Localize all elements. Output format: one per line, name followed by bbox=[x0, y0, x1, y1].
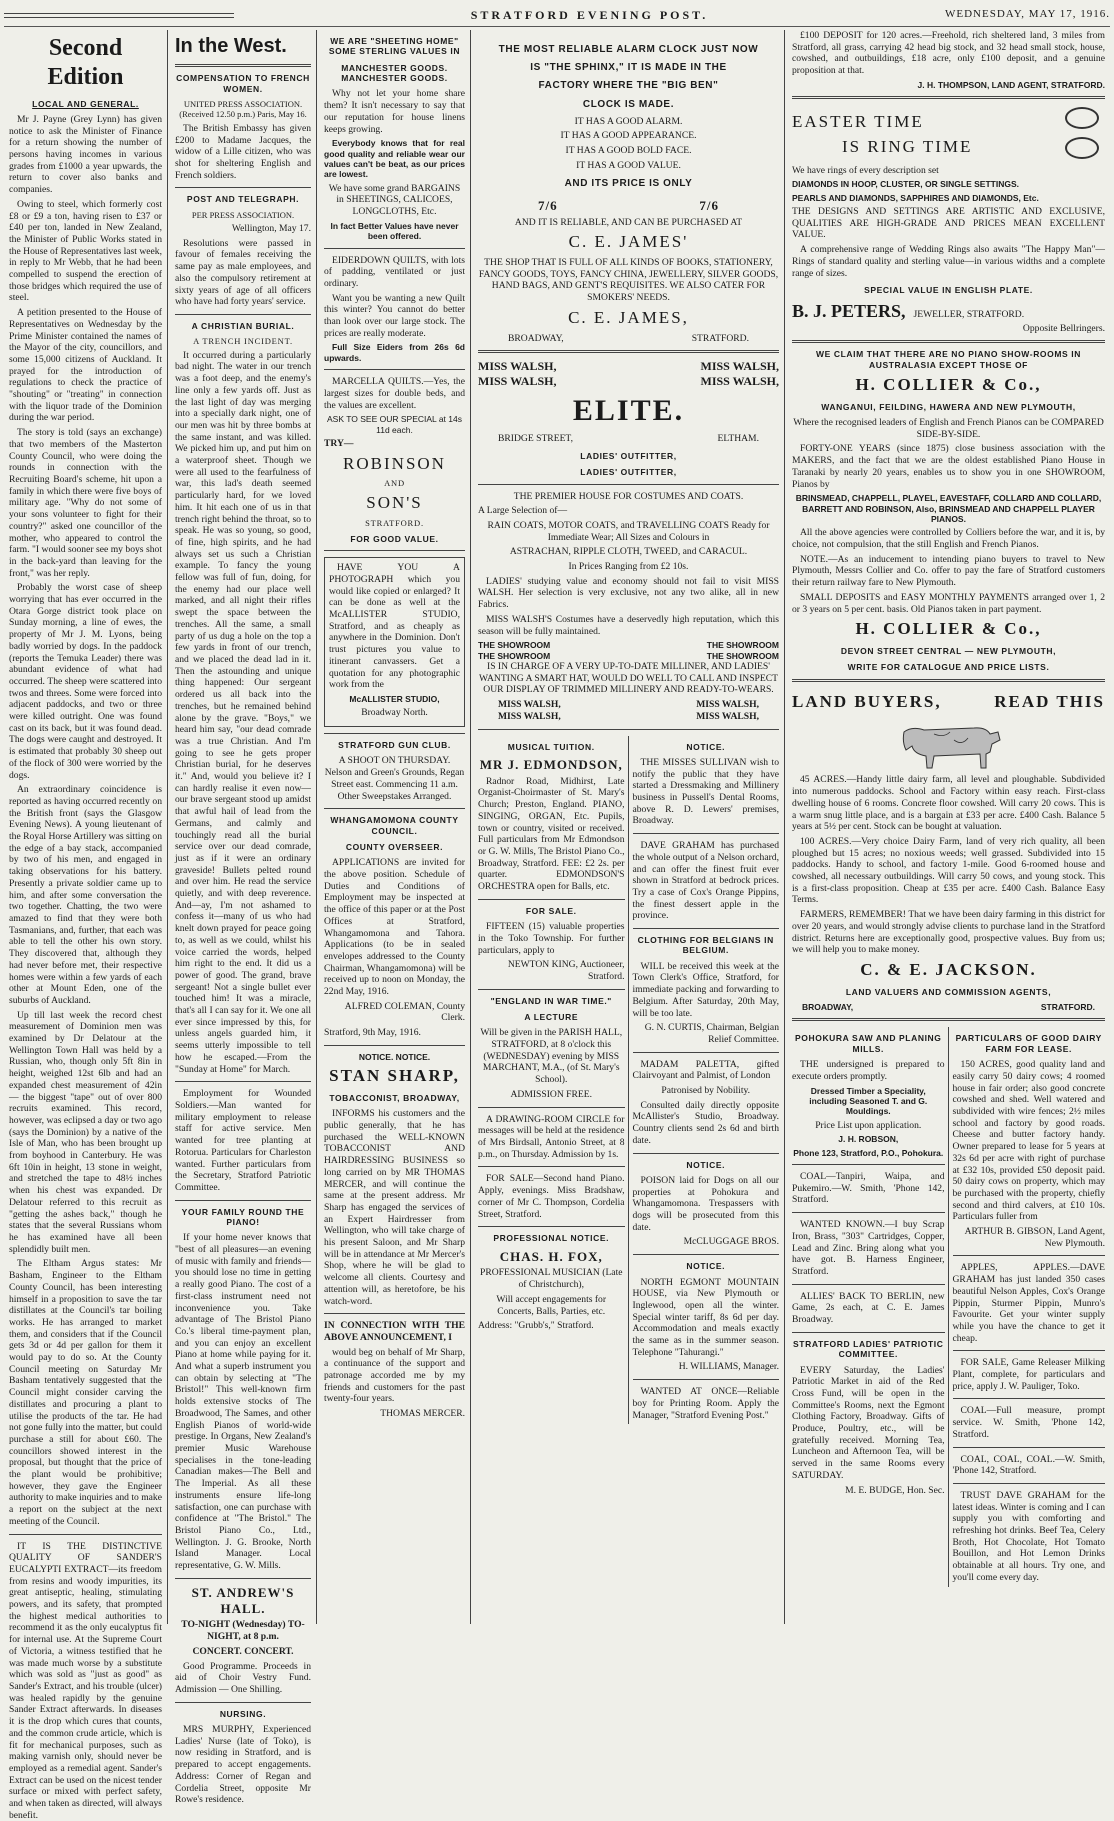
divider bbox=[478, 1226, 625, 1227]
alarm-line: THE MOST RELIABLE ALARM CLOCK JUST NOW bbox=[498, 44, 759, 55]
nursing-heading: NURSING. bbox=[219, 1708, 267, 1719]
concert: CONCERT. CONCERT. bbox=[192, 1645, 294, 1657]
mccluggage-sign: McCLUGGAGE BROS. bbox=[683, 1236, 779, 1248]
allies-text: ALLIES' BACK TO BERLIN, new Game, 2s each, at C. E. James Broadway. bbox=[792, 1290, 945, 1326]
pohokura-heading: POHOKURA SAW AND PLANING MILLS. bbox=[795, 1033, 942, 1054]
column-adverts-a bbox=[319, 30, 471, 1624]
astrachan-text: ASTRACHAN, RIPPLE CLOTH, TWEED, and CARACUL. bbox=[509, 546, 748, 558]
good-value: FOR GOOD VALUE. bbox=[350, 533, 439, 544]
claim-text: WE CLAIM THAT THERE ARE NO PIANO SHOW-ROOMS IN AUSTRALASIA EXCEPT THOSE OF bbox=[816, 349, 1081, 370]
thompson-sign: J. H. THOMPSON, LAND AGENT, STRATFORD. bbox=[917, 79, 1105, 90]
french-body: The British Embassy has given £200 to Madame Jacques, the widow of a Lille citizen, who was shot for sheltering English and French soldiers. bbox=[175, 122, 311, 181]
burial-sub: A TRENCH INCIDENT. bbox=[193, 336, 293, 347]
peters-name: B. J. PETERS, bbox=[792, 300, 906, 321]
pearls-text: PEARLS AND DIAMONDS, SAPPHIRES AND DIAMONDS, Etc. bbox=[792, 192, 1039, 203]
column-adverts-b bbox=[473, 30, 785, 1624]
deposits-text: SMALL DEPOSITS and EASY MONTHLY PAYMENTS arranged over 1, 2 or 3 years on 5 per cent. basis. Old Pianos taken in part payment. bbox=[792, 591, 1105, 615]
try-text: TRY— bbox=[324, 437, 354, 449]
purchased-text: AND IT IS RELIABLE, AND CAN BE PURCHASED AT bbox=[514, 216, 743, 228]
masthead-title: STRATFORD EVENING POST. bbox=[470, 7, 709, 22]
showroom-label: THE SHOWROOM bbox=[478, 650, 551, 661]
column-adverts-c bbox=[787, 30, 1110, 1624]
west-title: In the West. bbox=[175, 35, 287, 57]
land-row bbox=[792, 688, 1105, 717]
outfitter: LADIES' OUTFITTER, bbox=[580, 467, 677, 478]
alarm-line: IS "THE SPHINX," IT IS MADE IN THE bbox=[530, 62, 727, 74]
manchester-heading: MANCHESTER GOODS. MANCHESTER GOODS. bbox=[341, 62, 448, 84]
jackson-advert bbox=[792, 688, 1105, 1013]
and-text: AND bbox=[384, 478, 405, 489]
drawing-text: A DRAWING-ROOM CIRCLE for messages will be held at the residence of Mrs Birdsall, Antonio Street, at 8 p.m., on Thursday. Admission by 1s. bbox=[478, 1113, 625, 1160]
divider bbox=[324, 248, 465, 249]
alarm-advert bbox=[478, 34, 779, 344]
divider bbox=[953, 1483, 1106, 1484]
trust-text: TRUST DAVE GRAHAM for the latest ideas. Winter is coming and I can supply you with comforting and refreshing hot drinks. Beef Tea, Celery Broth, Hot Chocolate, Hot Tomato Bouillon, and Hot Lemon Drinks obtainable at all hours. Try one, and you'll come every day. bbox=[952, 1489, 1105, 1583]
post-source: PER PRESS ASSOCIATION. bbox=[191, 209, 295, 220]
studio-address: Broadway North. bbox=[361, 707, 428, 719]
divider bbox=[792, 679, 1105, 682]
price-row bbox=[478, 195, 779, 217]
andrews-sub: TO-NIGHT (Wednesday) TO-NIGHT, at 8 p.m. bbox=[181, 1619, 305, 1643]
showroom-row bbox=[478, 651, 779, 661]
peters-jeweller: JEWELLER, STRATFORD. bbox=[913, 308, 1025, 320]
forsale-milk-text: FOR SALE, Game Releaser Milking Plant, complete, for particulars and price, apply J. W. Pauliger, Toko. bbox=[952, 1357, 1105, 1392]
photo-body: HAVE YOU A PHOTOGRAPH which you would like copied or enlarged? It can be done as well at the McALLISTER STUDIO, Stratford, and as cheaply as anywhere in the Dominion. Don't trust pictures you value to itinerant canvassers. Get a quotation for any photographic work from the bbox=[329, 562, 460, 691]
french-source: UNITED PRESS ASSOCIATION. (Received 12.50 p.m.) Paris, May 16. bbox=[179, 99, 307, 120]
divider bbox=[478, 989, 625, 990]
showroom-label: THE SHOWROOM bbox=[706, 650, 779, 661]
robson-name: J. H. ROBSON, bbox=[838, 1134, 899, 1145]
burial-body: It occurred during a particularly bad night. The water in our trench was a foot deep, and the enemy's line only a few yards off. Just as the last light of day was merging into a specially dark night, one of our men was hit by three bombs at the same instant, and was killed. We picked him up, and put him on a waterproof sheet. Though we were all used to the fearfulness of war, this lad's death seemed particularly hard, for we loved him. It hit each one of us in that trench right behind the throat, so to speak. He was so young, so good, of fine, high spirits, and he had always set us such a Christian example. To fancy the young fellow was full of fun, doing, for the enemy had our place well marked, and all night their rifles swept the space between the trenches. All the same, a small party of us dug a hole on the top a few yards in front of our trench, and we placed the dead lad in it. Then the astounding and unique thing happened: Our sergeant ordered us all back into the trenches, but he remained behind alone by the grave. "Boys," we heard him say, "our dead comrade was a true Christian. And I'm going to see he gets proper Christian burial, for he deserves it." And, would you believe it? I can hardly realise it even now—our brave sergeant stood up amidst that awful hail of lead from the Germans, and calmly and touchingly read all the burial service over our dead comrade, just as if it were an ordinary graveside! Bullets pelted round and over him. He read the service quietly, and with deep reverence. And—ay, I'm not ashamed to confess it—many of us who had knelt down prayed for peace going to, as well as we could, whilst his voice carried the words, helped him right to the end. It did us a power of good. The grand, brave sergeant! Not a single bullet ever touched him! It was a miracle, that's all I can say for it. We one all ever since impressed by this, for unless angels guarded him, it seems utterly impossible to tell how he escaped.—From the "Sunday at Home" for March. bbox=[175, 349, 311, 1075]
collier-name: H. COLLIER & Co., bbox=[855, 374, 1042, 394]
williams-sign: H. WILLIAMS, Manager. bbox=[678, 1361, 779, 1373]
post-body: Resolutions were passed in favour of females receiving the same pay as male employees, and also the compulsory retirement at sixty years of age of all officers who have had forty years' service. bbox=[175, 237, 311, 308]
lecture-heading: A LECTURE bbox=[524, 1012, 579, 1023]
forsale2-text: FOR SALE—Second hand Piano. Apply, evenings. Miss Bradshaw, corner of Mr C. Thompson, Cordelia Street, Stratford. bbox=[478, 1173, 625, 1220]
showroom-label: THE SHOWROOM bbox=[478, 640, 551, 651]
divider bbox=[478, 1107, 625, 1108]
ladies-text: LADIES' studying value and economy should not fail to visit MISS WALSH. Her selection is very exclusive, not any two alike, all in new Fabrics. bbox=[478, 575, 779, 611]
forty-text: FORTY-ONE YEARS (since 1875) close business association with the MAKERS, and the fact that we are the oldest established Piano House in Taranaki by nearly 20 years, enables us to show you in one SHOWROOM, Pianos by bbox=[792, 443, 1105, 490]
alarm-good: IT HAS A GOOD APPEARANCE. bbox=[560, 130, 697, 142]
local-heading: LOCAL AND GENERAL. bbox=[32, 98, 139, 109]
better-values: In fact Better Values have never been offered. bbox=[330, 220, 459, 242]
james-name-2: C. E. JAMES, bbox=[568, 307, 689, 327]
divider bbox=[953, 1350, 1106, 1351]
agencies-text: All the above agencies were controlled by Colliers before the war, and it is, by choice, not compulsion, that the still English and French Pianos. bbox=[792, 527, 1105, 551]
wanted-text: WANTED AT ONCE—Reliable boy for Printing Room. Apply the Manager, "Stratford Evening Post." bbox=[632, 1386, 779, 1421]
clothing-heading: CLOTHING FOR BELGIANS IN BELGIUM. bbox=[637, 935, 774, 956]
divider bbox=[792, 96, 1105, 99]
piano-body: If your home never knows that "best of all pleasures—an evening of music with family and friends—you should lose no time in getting a really good Piano. The cost of a first-class instrument need not inconvenience you. Take advantage of The Bristol Piano Co.'s liberal time-payment plan, and you can enjoy an excellent Piano at home while paying for it. And what a superb instrument you can obtain by selecting at "The Bristol!" This well-known firm holds extensive stocks of The Broadwood, The Sames, and other English Pianos of world-wide prestige. In Organs, New Zealand's premier Music Warehouse specialises in the tone-leading Canadian makes—The Bell and The Imperial. As all these instruments ensure life-long satisfaction, one can purchase with confidence at "The Bristol." The Bristol Piano Co., Ltd., Wellington. J. G. Brooke, North Island Manager. Local representative, G. W. Mills. bbox=[175, 1232, 311, 1572]
robinson-town: STRATFORD. bbox=[365, 517, 424, 528]
valuers-text: LAND VALUERS AND COMMISSION AGENTS, bbox=[845, 986, 1052, 997]
divider bbox=[324, 733, 465, 734]
bellringers-text: Opposite Bellringers. bbox=[1022, 322, 1105, 334]
newspaper-page bbox=[4, 4, 1110, 1821]
prices-text: In Prices Ranging from £2 10s. bbox=[568, 561, 689, 573]
divider bbox=[478, 899, 625, 900]
forsale-heading: FOR SALE. bbox=[525, 905, 577, 916]
clothing-body: WILL be received this week at the Town Clerk's Office, Stratford, for immediate packing and forwarding to Belgium. After Saturday, 20th May, will be too late. bbox=[632, 960, 779, 1019]
news-item: An extraordinary coincidence is reported as having occurred recently on the British front (says the Glasgow Evening News). A young lieutenant of the Royal Horse Artillery was sitting on the edge of a bay stack, accompanied by two of his men, and engaged in taking observations for his battery. Presently a private soldier came up to him, and after some conversation the two together. Chatting, the two were amazed to find that they were both Tasmanians, and, further, that each was able to tell the other his own story. They discovered that, although they had never before met, their respective homes were within a few yards of each other at Mount Eden, one of the suburbs of Auckland. bbox=[9, 784, 162, 1006]
england-heading: "ENGLAND IN WAR TIME." bbox=[490, 995, 612, 1006]
walsh-name: MISS WALSH, bbox=[478, 373, 557, 388]
collier-advert bbox=[792, 349, 1105, 672]
rings-intro: We have rings of every description set bbox=[792, 164, 939, 176]
phone-text: Phone 123, Stratford, P.O., Pohokura. bbox=[793, 1147, 944, 1158]
masthead bbox=[4, 4, 1110, 27]
pricelist-text: Price List upon application. bbox=[815, 1119, 922, 1131]
elite-address bbox=[478, 433, 779, 445]
fox-title: PROFESSIONAL MUSICIAN (Late of Christchurch), bbox=[480, 1267, 623, 1291]
walsh-advert bbox=[478, 359, 779, 722]
rings-illustration bbox=[1059, 105, 1105, 164]
newton-king: NEWTON KING, Auctioneer, Stratford. bbox=[507, 959, 625, 982]
price-left: 7/6 bbox=[538, 197, 558, 213]
coats-text: RAIN COATS, MOTOR COATS, and TRAVELLING COATS Ready for Immediate Wear; All Sizes and Colours in bbox=[487, 519, 770, 543]
sizes-text: Full Size Eiders from 26s 6d upwards. bbox=[324, 342, 465, 363]
edition-title: Second Edition bbox=[47, 35, 124, 91]
divider bbox=[633, 833, 780, 834]
want-quilt: Want you be wanting a new Quilt this winter? You cannot do better than look over our large stock. The prices are really moderate. bbox=[324, 292, 465, 339]
easter-titles bbox=[792, 108, 972, 161]
news-item: A petition presented to the House of Representatives on Wednesday by the Prime Minister contained the names of the Mayor of the city, councillors, and some 15,000 citizens of Auckland. It prayed for the introduction of regulations to check the practice of "shouting" or "treating" in connection with the liquor trade of the Dominion during the war period. bbox=[9, 307, 162, 424]
walsh-name: MISS WALSH, bbox=[696, 699, 759, 711]
read-title: READ THIS bbox=[994, 691, 1105, 711]
sheeting-heading: WE ARE "SHEETING HOME" SOME STERLING VALUES IN bbox=[328, 36, 461, 57]
news-item: Owing to steel, which formerly cost £8 or £9 a ton, having risen to £37 or £40 per ton, landed in New Zealand, the Minister of Public Works stated in the House of Representatives last week, in reply to Mr Webb, that he had been compelled to suspend the erection of those bridges which required the use of steel. bbox=[9, 198, 162, 304]
whanga-sign: ALFRED COLEMAN, County Clerk. bbox=[344, 1000, 465, 1024]
divider bbox=[792, 1332, 945, 1333]
james-name: C. E. JAMES' bbox=[568, 232, 689, 252]
whanga-heading: WHANGAMOMONA COUNTY COUNCIL. bbox=[330, 815, 459, 836]
fox-address: Address: "Grubb's," Stratford. bbox=[478, 1320, 594, 1332]
divider bbox=[324, 1313, 465, 1314]
deposit-text: £100 DEPOSIT for 120 acres.—Freehold, rich sheltered land, 3 miles from Stratford, all grass, carrying 42 head big stock, and 32 head small stock, house, cowshed, and outbuildings, £18 acre, only £100 deposit, and a genuine proposition at that. bbox=[792, 30, 1105, 77]
divider bbox=[478, 484, 779, 485]
divider bbox=[792, 340, 1105, 343]
apples-text: APPLES, APPLES.—DAVE GRAHAM has just landed 350 cases beautiful Nelson Apples, Cox's Orange Pippin, Sturmer Pippin, Munro's Favourite. Get your winter supply while you have the chance to get it cheap. bbox=[952, 1262, 1105, 1344]
jackson-broadway: BROADWAY, bbox=[802, 1002, 854, 1013]
dairy-body: 150 ACRES, good quality land and easily carry 50 dairy cows; 4 roomed house in fair order; also good concrete cowshed and shed. Well watered and subdivided with wire fences; 2½ miles school and factory by good roads. Cheese and butter factory handy. Owner prepared to lease for 5 years at 32s 6d per acre with right of purchase at £32 10s, provided £50 deposit paid. 50 dairy cows on property, which may be purchased with the property, chiefly second and third calvers, at £10 10s. Particulars fuller from bbox=[952, 1059, 1105, 1223]
graham-text: DAVE GRAHAM has purchased the whole output of a Nelson orchard, and can offer the finest fruit ever shown in Stratford at bedrock prices. Try a case of Cox's Orange Pippins, the finest dessert apple in the province. bbox=[632, 840, 779, 922]
wedding-text: A comprehensive range of Wedding Rings also awaits "The Happy Man"—Rings of standard quality and sterling value—in various widths and a complete range of sizes. bbox=[792, 244, 1105, 279]
photo-advert bbox=[324, 557, 465, 727]
everybody-text: Everybody knows that for real good quality and reliable wear our values can't be beat, as our prices are lowest. bbox=[324, 138, 465, 180]
jackson-name: C. & E. JACKSON. bbox=[860, 960, 1037, 979]
divider bbox=[324, 550, 465, 551]
divider bbox=[175, 1200, 311, 1201]
edmondson-name: MR J. EDMONDSON, bbox=[479, 756, 623, 772]
nobility-text: Patronised by Nobility. bbox=[661, 1085, 751, 1097]
walsh-name: MISS WALSH, bbox=[498, 699, 561, 711]
costumes-text: MISS WALSH'S Costumes have a deservedly high reputation, which this season will be fully maintained. bbox=[478, 613, 779, 637]
ladies-body: EVERY Saturday, the Ladies' Patriotic Market in aid of the Red Cross Fund, will be open in the Committee's Rooms, next the Egmont Clothing Factory, Broadway. Gifts of Produce, Poultry, etc., will be gratefully received. Morning Tea, Luncheon and Afternoon Tea, will be served in the same Rooms every SATURDAY. bbox=[792, 1364, 945, 1481]
alarm-good: IT HAS A GOOD ALARM. bbox=[574, 115, 683, 127]
bridge-street: BRIDGE STREET, bbox=[498, 433, 573, 445]
burial-heading: A CHRISTIAN BURIAL. bbox=[191, 320, 295, 331]
coal-text-3: COAL, COAL, COAL.—W. Smith, 'Phone 142, Stratford. bbox=[952, 1453, 1105, 1477]
price-line: AND ITS PRICE IS ONLY bbox=[564, 177, 693, 189]
small-adverts-left bbox=[478, 736, 629, 1425]
divider bbox=[792, 1018, 1105, 1021]
outfitter: LADIES' OUTFITTER, bbox=[580, 450, 677, 461]
showroom-row bbox=[478, 640, 779, 650]
divider bbox=[633, 1052, 780, 1053]
whanga-date: Stratford, 9th May, 1916. bbox=[324, 1027, 421, 1039]
divider bbox=[478, 729, 779, 730]
divider bbox=[953, 1398, 1106, 1399]
divider bbox=[633, 928, 780, 929]
poison-heading: NOTICE. bbox=[686, 1159, 726, 1170]
divider bbox=[792, 1212, 945, 1213]
egmont-text: NORTH EGMONT MOUNTAIN HOUSE, via New Plymouth or Inglewood, open all the winter. Special winter tariff, 8s 6d per day. Accommodation and meals exactly the same as in the summer season. Telephone "Tahurangi." bbox=[632, 1276, 779, 1358]
bargains-text: We have some grand BARGAINS in SHEETINGS, CALICOES, LONGCLOTHS, Etc. bbox=[328, 182, 461, 218]
jackson-address bbox=[792, 1002, 1105, 1012]
studio-name: McALLISTER STUDIO, bbox=[349, 693, 440, 704]
farmers-text: FARMERS, REMEMBER! That we have been dairy farming in this district for over 20 years, and would strongly advise clients to purchase land in the Stratford district. Returns here are exceptionally good, prospective values. Buy from us; we will help you to make money. bbox=[792, 909, 1105, 956]
collier-towns: WANGANUI, FEILDING, HAWERA AND NEW PLYMOUTH, bbox=[821, 401, 1076, 412]
lecture-body: Will be given in the PARISH HALL, STRATFORD, at 8 o'clock this (WEDNESDAY) evening by MISS MARCHANT, M.A., (of St. Mary's School). bbox=[480, 1027, 623, 1086]
post-heading: POST AND TELEGRAPH. bbox=[186, 194, 300, 205]
walsh-name: MISS WALSH, bbox=[700, 373, 779, 388]
coal-text: COAL—Tanpiri, Waipa, and Pukemiro.—W. Smith, 'Phone 142, Stratford. bbox=[792, 1171, 945, 1206]
poison-text: POISON laid for Dogs on all our properties at Pohokura and Whangamomona. Trespassers with dogs will be prosecuted from this date. bbox=[632, 1174, 779, 1233]
walsh-row bbox=[478, 711, 779, 723]
news-item: Probably the worst case of sheep worrying that has ever occurred in the Otara Gorge district took place on Sunday morning, a line of ewes, the property of Mr J. M. Lyons, being badly worried by dogs. In the paddock (reports the Temuka Leader) there was abundant evidence of what had occurred. The sheep were scattered into twos and threes. Some were forced into adjacent paddocks, and two or three were killed outright. One was found cast on its back, but it was found dead. The dogs were caught and destroyed. It is estimated that probably 30 sheep out of the flock of 300 were worried by the dogs. bbox=[9, 582, 162, 781]
peters-advert bbox=[792, 105, 1105, 334]
alarm-line: CLOCK IS MADE. bbox=[582, 98, 675, 110]
robinson-name: ROBINSON bbox=[343, 453, 446, 473]
small-adverts-right bbox=[633, 736, 780, 1425]
budge-sign: M. E. BUDGE, Hon. Sec. bbox=[845, 1484, 945, 1496]
showroom-label: THE SHOWROOM bbox=[706, 640, 779, 651]
premier-text: THE PREMIER HOUSE FOR COSTUMES AND COATS. bbox=[513, 490, 744, 502]
designs-text: THE DESIGNS AND SETTINGS ARE ARTISTIC AND EXCLUSIVE, QUALITIES ARE HIGH-GRADE AND PRICES MEAN EXCELLENT VALUE. bbox=[792, 206, 1105, 241]
divider bbox=[175, 314, 311, 315]
divider bbox=[953, 1447, 1106, 1448]
sullivan-text: THE MISSES SULLIVAN wish to notify the public that they have started a Dressmaking and Millinery business in Pussell's Dental Rooms, above R. D. Lewers' premises, Broadway. bbox=[632, 756, 779, 827]
easter-row bbox=[792, 105, 1105, 164]
piano-heading: YOUR FAMILY ROUND THE PIANO! bbox=[181, 1206, 305, 1227]
divider bbox=[478, 350, 779, 353]
walsh-name: MISS WALSH, bbox=[498, 710, 561, 722]
divider bbox=[324, 369, 465, 370]
cow-illustration bbox=[894, 718, 1004, 772]
news-item: The story is told (says an exchange) that two members of the Masterton County Council, who were doing the rounds in connection with the Recruiting Board's scheme, hit upon a family in which there were five boys of military age. "Why do not some of your sons volunteer to fight for their country?" asked one councillor of the mother, who appeared to control the farm. "I would sooner see my boys shot in the back-yard than leaving for the front," was her reply. bbox=[9, 427, 162, 579]
divider bbox=[633, 1379, 780, 1380]
notice-pair: NOTICE. NOTICE. bbox=[358, 1051, 431, 1062]
masthead-rule-left bbox=[4, 13, 234, 18]
james-broadway: BROADWAY, bbox=[508, 332, 564, 344]
divider bbox=[478, 1166, 625, 1167]
ring-title: IS RING TIME bbox=[842, 136, 973, 156]
mercer-sign: THOMAS MERCER. bbox=[380, 1408, 465, 1420]
alarm-good: IT HAS A GOOD VALUE. bbox=[576, 159, 681, 171]
column-west bbox=[170, 30, 317, 1806]
divider bbox=[175, 64, 311, 67]
edmondson-body: Radnor Road, Midhirst, Late Organist-Choirmaster of St. Mary's Church; Preston, England. PIANO, SINGING, ORGAN, Etc. Pupils, town or country, visited or received. Full particulars from Mr Edmondson or G. W. Mills, The Bristol Piano Co., Broadway, Stratford. FEE: £2 2s. per quarter. EDMONDSON'S ORCHESTRA open for Balls, etc. bbox=[478, 775, 625, 893]
coal-text-2: COAL—Full measure, prompt service. W. Smith, 'Phone 142, Stratford. bbox=[952, 1405, 1105, 1440]
divider bbox=[175, 1081, 311, 1082]
fifteen-text: FIFTEEN (15) valuable properties in the Toko Township. For further particulars, apply to bbox=[478, 921, 625, 956]
tobacconist: TOBACCONIST, BROADWAY, bbox=[329, 1092, 460, 1103]
elite-title: ELITE. bbox=[572, 393, 685, 427]
divider bbox=[792, 1164, 945, 1165]
gibson-sign: ARTHUR B. GIBSON, Land Agent, New Plymouth. bbox=[964, 1226, 1105, 1249]
divider bbox=[175, 1702, 311, 1703]
news-item: The Eltham Argus states: Mr Basham, Engineer to the Eltham County Council, has been interesting himself in a proposition to save the tar distillates at the Council's tar boiling works. He has arranged to market them, and considers that if the Council gets 3d or 4d per gallon for them it would pay to do so. At the County Council meeting on Saturday Mr Basham tentatively suggested that the Council might consider carving the distillates and procuring a plant to utilise the products of the tar. He had not gone fully into the matter, but could purchase a still for about £60. The councillors showed interest in the proposal, but thought that the price of the plant would be prohibitive; however, they gave the Engineer authority to make inquiries and to make a report on the subject at the next meeting of the Council. bbox=[9, 1258, 162, 1527]
walsh-name: MISS WALSH, bbox=[700, 359, 779, 374]
catalogue-text: WRITE FOR CATALOGUE AND PRICE LISTS. bbox=[847, 662, 1050, 673]
paletta-body: Consulted daily directly opposite McAllister's Studio, Broadway. Country clients send 2s 6d and birth date. bbox=[632, 1099, 779, 1146]
collier-name-2: H. COLLIER & Co., bbox=[855, 619, 1042, 639]
stan-sharp: STAN SHARP, bbox=[329, 1066, 460, 1086]
stan-body: INFORMS his customers and the public generally, that he has purchased the WELL-KNOWN TOBACCONIST AND HAIRDRESSING BUSINESS so long carried on by MR THOMAS MERCER, and will continue the same at the present address. Mr Sharp has engaged the services of an Expert Hairdresser from Wellington, who will take charge of his present Saloon, and Mr Sharp will be in attendance at Mr Mercer's Shop, where he will be glad to welcome all clients. Courtesy and attention will, as heretofore, be his watch-word. bbox=[324, 1108, 465, 1307]
james-town: STRATFORD. bbox=[691, 332, 749, 344]
special-text: ASK TO SEE OUR SPECIAL at 14s 11d each. bbox=[327, 414, 462, 435]
walsh-row bbox=[478, 374, 779, 389]
paletta-text: MADAM PALETTA, gifted Clairvoyant and Palmist, of London bbox=[632, 1058, 779, 1082]
soldiers-body: Employment for Wounded Soldiers.—Man wanted for military employment to release staff for active service. Men wanted for tree planting at Rotorua. Particulars for Charleston wanted. Further particulars from the Secretary, Stratford Patriotic Committee. bbox=[175, 1088, 311, 1193]
peters-row bbox=[792, 301, 1105, 323]
diamonds-text: DIAMONDS IN HOOP, CLUSTER, OR SINGLE SETTINGS. bbox=[792, 179, 1020, 190]
whanga-body: APPLICATIONS are invited for the above position. Schedule of Duties and Conditions of Employment may be inspected at the office of this paper or at the Post Offices at Stratford, Whangamomona and Tahora. Applications (to be in sealed envelopes addressed to the County Chairman, Whangamomona) will be received up to noon on Monday, the 22nd May, 1916. bbox=[324, 857, 465, 998]
james-address bbox=[478, 333, 779, 345]
news-item: Up till last week the record chest measurement of Dominion men was examined by Dr Delatour at the Wellington Town Hall was held by a Russian, who, though only 5ft 8in in height, weighed 12st 6lb and had an expanded chest measurement of 42in — the biggest "tape" out of over 800 recruits examined. This record, however, was eclipsed a day or two ago (says the Dominion) by a native of the Isle of Man, who has been brought up from boyhood in Canterbury. He was 6ft 10in in height, 13 stone in weight, and stretched the tape to 48½ inches when his chest was expanded. Dr Delatour referred to this recruit as "getting the ashes back," though he states that the several Russians whom he has examined have all been splendidly built men. bbox=[9, 1009, 162, 1255]
divider bbox=[175, 187, 311, 188]
showroom-body: IS IN CHARGE OF A VERY UP-TO-DATE MILLINER, AND LADIES' WANTING A SMART HAT, WOULD DO WELL TO CALL AND INSPECT OUR DISPLAY OF TRIMMED MILLINERY AND READY-TO-WEARS. bbox=[478, 661, 779, 696]
small-adverts-right-2 bbox=[953, 1027, 1106, 1586]
makers-text: BRINSMEAD, CHAPPELL, PLAYEL, EAVESTAFF, COLLARD AND COLLARD, BARRETT AND ROBINSON, Also, BRINSMEAD AND CHAPPELL PLAYER PIANOS. bbox=[795, 493, 1102, 524]
marcella-text: MARCELLA QUILTS.—Yes, the largest sizes for double beds, and the values are excellent. bbox=[324, 376, 465, 411]
overseer-heading: COUNTY OVERSEER. bbox=[345, 841, 444, 852]
walsh-row bbox=[478, 359, 779, 374]
shop-text: THE SHOP THAT IS FULL OF ALL KINDS OF BOOKS, STATIONERY, FANCY GOODS, TOYS, FANCY CHINA, JEWELLERY, SILVER GOODS, HAND BAGS, AND GENT'S REQUISITES. WE ALSO CATER FOR SMOKERS' NEEDS. bbox=[478, 257, 779, 304]
inducement-text: NOTE.—As an inducement to intending piano buyers to travel to New Plymouth, Messrs Collier and Co. offer to pay the fare of Stratford customers their return railway fare to New Plymouth. bbox=[792, 553, 1105, 589]
column-local-news bbox=[4, 30, 168, 1821]
notice-heading: NOTICE. bbox=[686, 741, 726, 752]
divider bbox=[175, 1578, 311, 1579]
news-item: Mr J. Payne (Grey Lynn) has given notice to ask the Minister of Finance for a return showing the number of persons having incomes in various grades from £1000 a year upwards, the return to cover also banks and companies. bbox=[9, 113, 162, 196]
dressed-text: Dressed Timber a Speciality, including Seasoned T. and G. Mouldings. bbox=[809, 1085, 928, 1117]
selection-text: A Large Selection of— bbox=[478, 505, 568, 517]
compared-text: Where the recognised leaders of English and French Pianos can be COMPARED SIDE-BY-SIDE. bbox=[793, 417, 1104, 440]
ring-icon bbox=[1065, 107, 1099, 129]
nursing-body: MRS MURPHY, Experienced Ladies' Nurse (late of Toko), is now residing in Stratford, and is prepared to accept engagements. Address: Corner of Regan and Cordelia Street, opposite Mr Rowe's residence. bbox=[175, 1724, 311, 1806]
eltham-town: ELTHAM. bbox=[717, 433, 759, 445]
divider bbox=[953, 1255, 1106, 1256]
devon-text: DEVON STREET CENTRAL — NEW PLYMOUTH, bbox=[840, 646, 1057, 656]
walsh-row bbox=[478, 699, 779, 711]
mercer-body: would beg on behalf of Mr Sharp, a continuance of the support and patronage accorded me by my friends and customers for the past twenty-four years. bbox=[324, 1346, 465, 1405]
land-title: LAND BUYERS, bbox=[792, 691, 942, 711]
admission-text: ADMISSION FREE. bbox=[510, 1088, 593, 1100]
pohokura-text: THE undersigned is prepared to execute orders promptly. bbox=[792, 1059, 945, 1082]
easter-title: EASTER TIME bbox=[792, 112, 924, 132]
walsh-name: MISS WALSH, bbox=[478, 359, 557, 374]
gun-body: A SHOOT ON THURSDAY. Nelson and Green's Grounds, Regan Street east. Commencing 11 a.m. Other Sweepstakes Arranged. bbox=[324, 755, 465, 802]
walsh-name: MISS WALSH, bbox=[696, 710, 759, 722]
divider bbox=[633, 1254, 780, 1255]
ladies-heading: STRATFORD LADIES' PATRIOTIC COMMITTEE. bbox=[793, 1338, 944, 1360]
egmont-heading: NOTICE. bbox=[686, 1261, 726, 1272]
small-adverts-grid bbox=[478, 736, 779, 1425]
price-right: 7/6 bbox=[699, 197, 719, 213]
fox-name: CHAS. H. FOX, bbox=[499, 1248, 603, 1264]
masthead-date: WEDNESDAY, MAY 17, 1916. bbox=[945, 8, 1110, 21]
small-adverts-grid-2 bbox=[792, 1027, 1105, 1586]
plate-heading: SPECIAL VALUE IN ENGLISH PLATE. bbox=[864, 285, 1033, 296]
wanted-known-text: WANTED KNOWN.—I buy Scrap Iron, Brass, "303" Cartridges, Copper, Lead and Zinc. Bring along what you have got. B. Harness Engineer, Stratford. bbox=[792, 1219, 945, 1277]
divider bbox=[324, 1045, 465, 1046]
manchester-body: Why not let your home share them? It isn't necessary to say that our reputation for house linens keeps growing. bbox=[324, 88, 465, 135]
divider bbox=[792, 1284, 945, 1285]
eiderdown-text: EIDERDOWN QUILTS, with lots of padding, ventilated or just ordinary. bbox=[324, 254, 465, 289]
musical-heading: MUSICAL TUITION. bbox=[507, 741, 595, 752]
post-dateline: Wellington, May 17. bbox=[231, 223, 311, 235]
acres100-text: 100 ACRES.—Very choice Dairy Farm, land of very rich quality, all been ploughed but 15 acres; no noxious weeds; well grassed. Subdivided into 15 paddocks. Handy to school, and factory 1-mile. Good 6-roomed house and cowshed, all necessary outbuildings. Will carry 50 cows, and young stock. This is a first-class proposition. Cheap at £35 per acre. £400 Cash. Balance Easy Terms. bbox=[792, 835, 1105, 906]
french-heading: COMPENSATION TO FRENCH WOMEN. bbox=[176, 73, 310, 94]
dairy-heading: PARTICULARS OF GOOD DAIRY FARM FOR LEASE. bbox=[955, 1033, 1102, 1054]
sanders-advert: IT IS THE DISTINCTIVE QUALITY OF SANDER'S EUCALYPTI EXTRACT—its freedom from resins and woody impurities, its great antiseptic, healing, stimulating powers, and its safety, that prompted the highest medical authorities to recommend it as the only eucalyptus fit for internal use. At the Supreme Court of Victoria, a witness testified that he was made much worse by a substitute which was sold as "just as good" as Sander's Extract, and his trouble (ulcer) was healed rapidly by the genuine Sander Extract afterwards. In diseases it is the drop which cures that counts, and the common crude article, which is fit for mechanical purposes, such as making varnish only, should never be employed as a remedial agent. Sander's Extract can be used on the nicest tender surface or mixed with perfect safety, and when taken as directed, will always benefit. bbox=[9, 1540, 162, 1821]
gun-heading: STRATFORD GUN CLUB. bbox=[338, 740, 451, 751]
divider bbox=[633, 1153, 780, 1154]
andrews-heading: ST. ANDREW'S HALL. bbox=[191, 1584, 295, 1616]
sons-name: SON'S bbox=[366, 492, 423, 512]
acres45-text: 45 ACRES.—Handy little dairy farm, all level and ploughable. Subdivided into numerous paddocks. School and Factory within easy reach. First-class dwelling house of 6 rooms. Concrete floor cowshed. Will carry 20 cows. This is a warm snug little place, and is a bargain at £33 per acre. £400 Cash. Balance 5 years at 5½ per cent. Stock can be bought at valuation. bbox=[792, 774, 1105, 833]
mercer-heading: IN CONNECTION WITH THE ABOVE ANNOUNCEMENT, I bbox=[324, 1320, 465, 1343]
divider bbox=[9, 1534, 162, 1535]
fox-body: Will accept engagements for Concerts, Balls, Parties, etc. bbox=[496, 1293, 607, 1317]
alarm-good: IT HAS A GOOD BOLD FACE. bbox=[565, 145, 692, 157]
divider bbox=[324, 808, 465, 809]
small-adverts-left-2 bbox=[792, 1027, 949, 1586]
ring-icon bbox=[1065, 137, 1099, 159]
curtis-sign: G. N. CURTIS, Chairman, Belgian Relief Committee. bbox=[644, 1022, 779, 1045]
prof-heading: PROFESSIONAL NOTICE. bbox=[493, 1233, 610, 1244]
concert-body: Good Programme. Proceeds in aid of Choir Vestry Fund. Admission — One Shilling. bbox=[175, 1660, 311, 1695]
jackson-town: STRATFORD. bbox=[1040, 1002, 1095, 1013]
alarm-line: FACTORY WHERE THE "BIG BEN" bbox=[538, 80, 719, 92]
